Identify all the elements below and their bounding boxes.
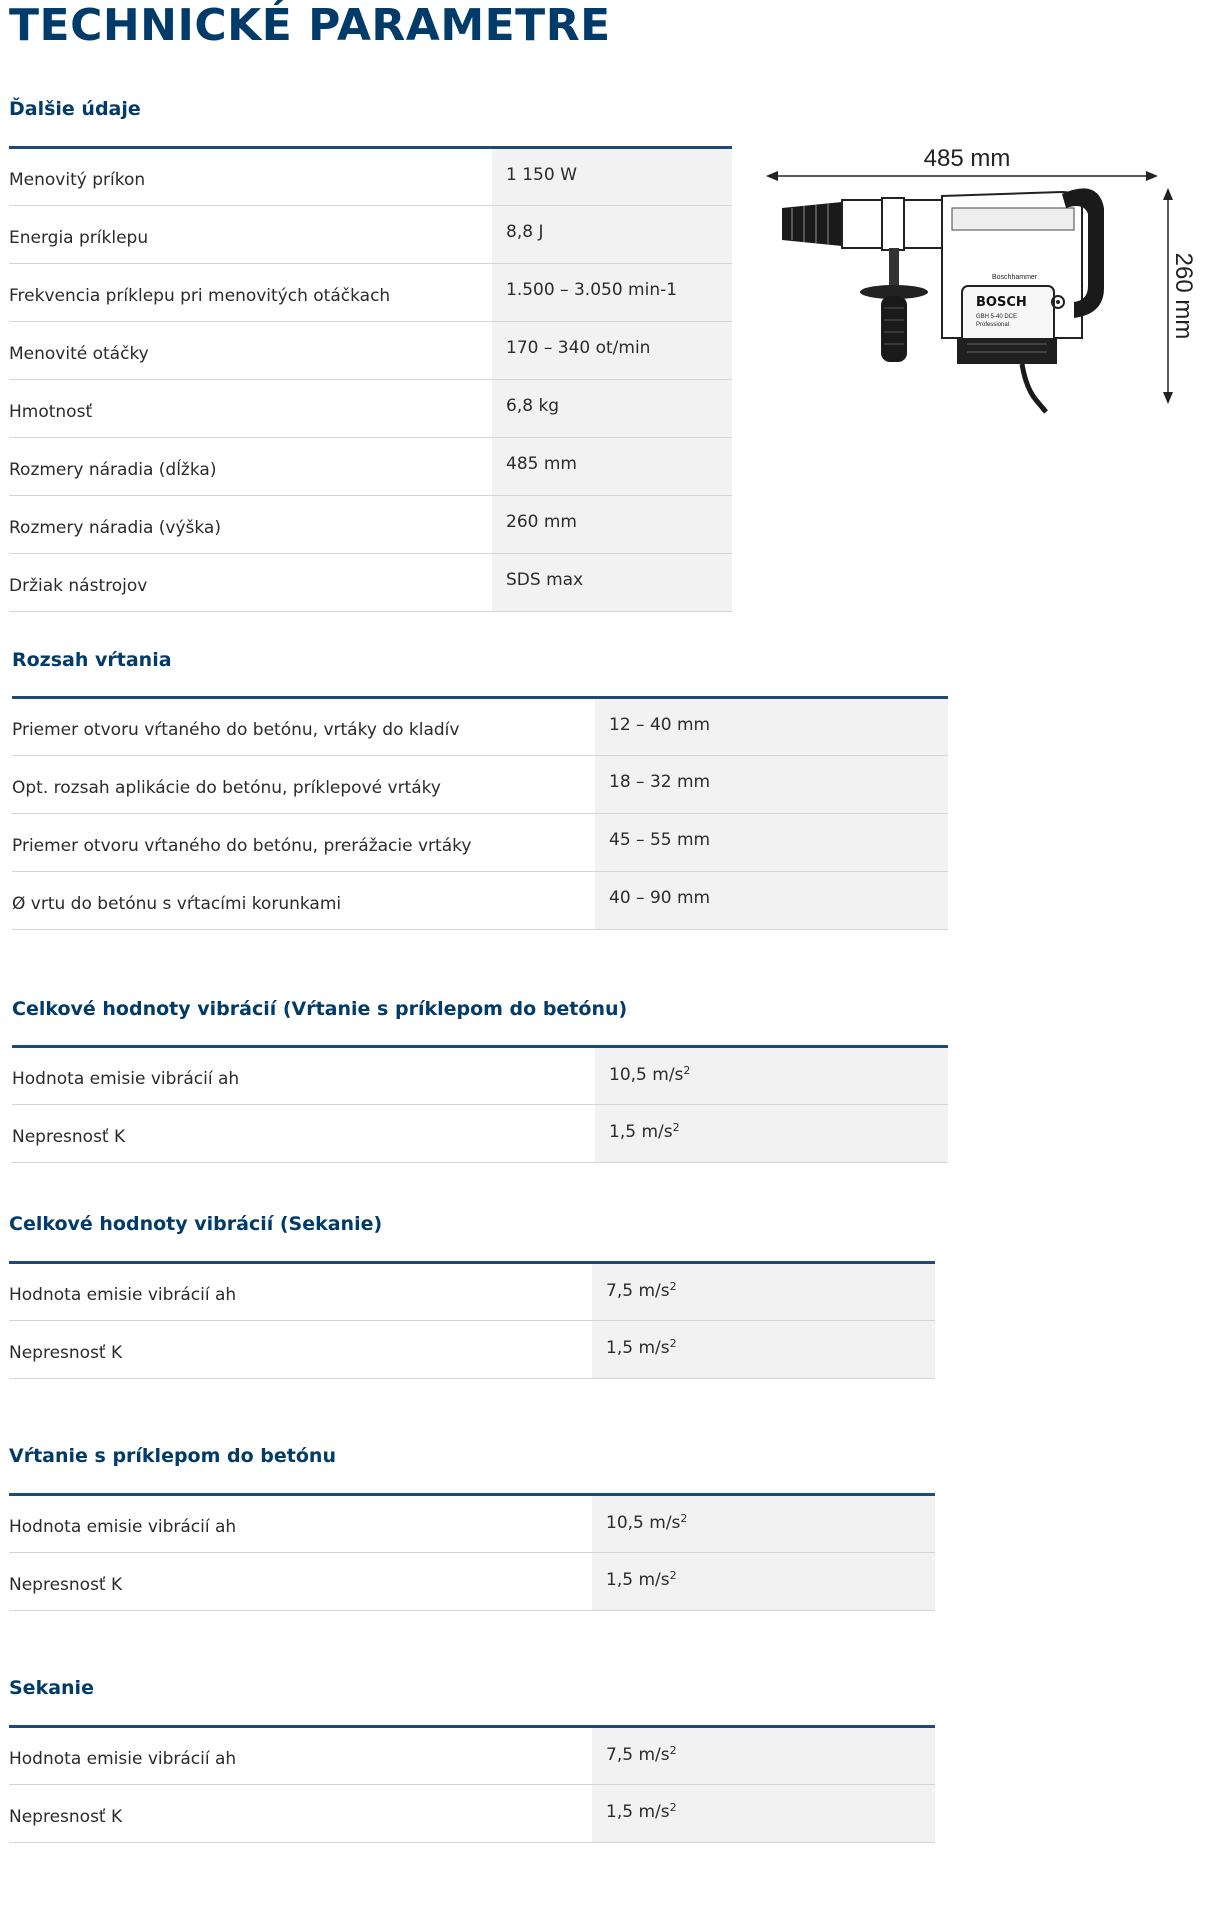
table-row <box>12 872 948 930</box>
table-row <box>12 698 948 756</box>
top-label-text: Boschhammer <box>992 274 1038 281</box>
value-exponent: 2 <box>680 1512 688 1525</box>
spec-table <box>9 1493 935 1611</box>
row-value <box>595 1047 948 1105</box>
row-label: Menovitý príkon <box>9 148 492 206</box>
row-label: Nepresnosť K <box>12 1105 595 1163</box>
row-label: Rozmery náradia (dĺžka) <box>9 438 492 496</box>
row-value <box>592 1727 935 1785</box>
row-label: Priemer otvoru vŕtaného do betónu, vrtáky do kladív <box>12 698 595 756</box>
row-label: Nepresnosť K <box>9 1553 592 1611</box>
value-exponent: 2 <box>669 1337 677 1350</box>
brand-logo-text: BOSCH <box>976 295 1027 310</box>
row-label: Hodnota emisie vibrácií ah <box>12 1047 595 1105</box>
product-figure <box>762 138 1197 448</box>
section-title: Rozsah vŕtania <box>12 649 172 671</box>
table-row <box>9 438 732 496</box>
row-label: Frekvencia príklepu pri menovitých otáčkach <box>9 264 492 322</box>
row-value <box>592 1263 935 1321</box>
row-label: Menovité otáčky <box>9 322 492 380</box>
row-label: Hodnota emisie vibrácií ah <box>9 1727 592 1785</box>
value-exponent: 2 <box>669 1744 677 1757</box>
value-text: 1,5 m/s <box>606 1802 670 1822</box>
row-label: Rozmery náradia (výška) <box>9 496 492 554</box>
table-row <box>12 756 948 814</box>
section-further-details <box>9 96 732 612</box>
row-label: Hodnota emisie vibrácií ah <box>9 1263 592 1321</box>
section-title: Celkové hodnoty vibrácií (Sekanie) <box>9 1213 383 1235</box>
row-label: Nepresnosť K <box>9 1785 592 1843</box>
row-label: Energia príklepu <box>9 206 492 264</box>
table-row <box>9 148 732 206</box>
section-title: Sekanie <box>9 1677 94 1699</box>
section-chiselling <box>9 1675 935 1843</box>
spec-table <box>9 146 732 612</box>
row-value: 1.500 – 3.050 min-1 <box>492 264 732 322</box>
value-text: 7,5 m/s <box>606 1281 670 1301</box>
length-dimension-label: 485 mm <box>923 145 1011 172</box>
value-exponent: 2 <box>683 1064 691 1077</box>
spec-table <box>12 696 948 930</box>
row-value <box>592 1321 935 1379</box>
table-row <box>9 1263 935 1321</box>
row-value: 18 – 32 mm <box>595 756 948 814</box>
value-exponent: 2 <box>672 1121 680 1134</box>
table-row <box>9 380 732 438</box>
value-exponent: 2 <box>669 1280 677 1293</box>
value-exponent: 2 <box>669 1801 677 1814</box>
hammer-drill-drawing <box>762 138 1197 448</box>
row-value: 12 – 40 mm <box>595 698 948 756</box>
row-label: Nepresnosť K <box>9 1321 592 1379</box>
spec-table <box>9 1725 935 1843</box>
table-row <box>12 814 948 872</box>
model-text: GBH 5-40 DCE <box>976 314 1018 320</box>
table-row <box>9 1553 935 1611</box>
value-text: 7,5 m/s <box>606 1745 670 1765</box>
section-title: Vŕtanie s príklepom do betónu <box>9 1445 336 1467</box>
value-text: 1,5 m/s <box>606 1570 670 1590</box>
table-row <box>9 496 732 554</box>
table-row <box>9 1495 935 1553</box>
model-sub-text: Professional <box>976 322 1010 328</box>
row-value: 170 – 340 ot/min <box>492 322 732 380</box>
table-row <box>9 264 732 322</box>
row-label: Opt. rozsah aplikácie do betónu, príklepové vrtáky <box>12 756 595 814</box>
table-row <box>9 1321 935 1379</box>
table-row <box>9 1785 935 1843</box>
row-label: Hmotnosť <box>9 380 492 438</box>
table-row <box>9 554 732 612</box>
table-row <box>12 1105 948 1163</box>
row-value: SDS max <box>492 554 732 612</box>
row-value: 8,8 J <box>492 206 732 264</box>
value-text: 10,5 m/s <box>606 1513 681 1533</box>
row-value: 6,8 kg <box>492 380 732 438</box>
row-value: 485 mm <box>492 438 732 496</box>
row-value <box>592 1553 935 1611</box>
page-title: TECHNICKÉ PARAMETRE <box>9 0 611 51</box>
row-value <box>595 1105 948 1163</box>
row-label: Priemer otvoru vŕtaného do betónu, prerážacie vrtáky <box>12 814 595 872</box>
table-row <box>9 322 732 380</box>
row-value <box>592 1495 935 1553</box>
spec-table <box>12 1045 948 1163</box>
row-value: 1 150 W <box>492 148 732 206</box>
section-vibration-chiselling <box>9 1211 935 1379</box>
row-value: 45 – 55 mm <box>595 814 948 872</box>
row-value <box>592 1785 935 1843</box>
value-text: 1,5 m/s <box>606 1338 670 1358</box>
row-value: 40 – 90 mm <box>595 872 948 930</box>
row-value: 260 mm <box>492 496 732 554</box>
table-row <box>12 1047 948 1105</box>
section-title: Ďalšie údaje <box>9 98 141 120</box>
value-text: 10,5 m/s <box>609 1065 684 1085</box>
section-drilling-range <box>12 647 948 930</box>
row-label: Ø vrtu do betónu s vŕtacími korunkami <box>12 872 595 930</box>
section-hammer-drilling <box>9 1443 935 1611</box>
section-vibration-drilling <box>12 996 948 1163</box>
table-row <box>9 1727 935 1785</box>
row-label: Držiak nástrojov <box>9 554 492 612</box>
section-title: Celkové hodnoty vibrácií (Vŕtanie s príklepom do betónu) <box>12 998 628 1020</box>
value-exponent: 2 <box>669 1569 677 1582</box>
height-dimension-label: 260 mm <box>1170 252 1197 340</box>
value-text: 1,5 m/s <box>609 1122 673 1142</box>
table-row <box>9 206 732 264</box>
spec-table <box>9 1261 935 1379</box>
row-label: Hodnota emisie vibrácií ah <box>9 1495 592 1553</box>
